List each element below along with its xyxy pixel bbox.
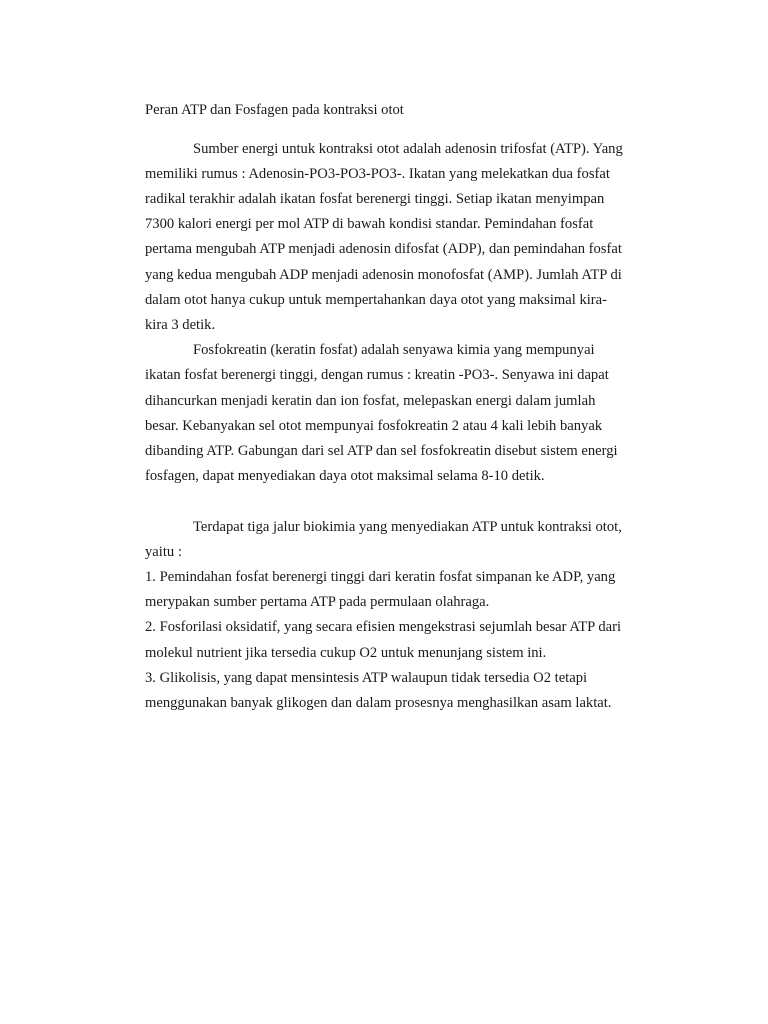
paragraph-1-line-1: Sumber energi untuk kontraksi otot adalah adenosin trifosfat (ATP). Yang: [193, 141, 623, 157]
paragraph-2-line-3: dihancurkan menjadi keratin dan ion fosfat, melepaskan energi dalam jumlah: [145, 393, 596, 409]
paragraph-2-line-4: besar. Kebanyakan sel otot mempunyai fosfokreatin 2 atau 4 kali lebih banyak: [145, 418, 603, 434]
paragraph-2-line-6: fosfagen, dapat menyediakan daya otot maksimal selama 8-10 detik.: [145, 468, 545, 484]
list-item-3-line-2: menggunakan banyak glikogen dan dalam prosesnya menghasilkan asam laktat.: [145, 695, 612, 711]
list-item-3-line-1: 3. Glikolisis, yang dapat mensintesis ATP walaupun tidak tersedia O2 tetapi: [145, 670, 588, 686]
paragraph-3-line-1: Terdapat tiga jalur biokimia yang menyediakan ATP untuk kontraksi otot,: [193, 519, 622, 535]
list-item-2-line-1: 2. Fosforilasi oksidatif, yang secara efisien mengekstrasi sejumlah besar ATP dari: [145, 619, 622, 635]
list-item-1-line-1: 1. Pemindahan fosfat berenergi tinggi dari keratin fosfat simpanan ke ADP, yang: [145, 569, 616, 585]
paragraph-1-line-8: kira 3 detik.: [145, 317, 216, 333]
list-item-2-line-2: molekul nutrient jika tersedia cukup O2 untuk menunjang sistem ini.: [145, 645, 547, 661]
list-item-1-line-2: merypakan sumber pertama ATP pada permulaan olahraga.: [145, 594, 490, 610]
paragraph-1-line-5: pertama mengubah ATP menjadi adenosin difosfat (ADP), dan pemindahan fosfat: [145, 241, 622, 257]
paragraph-2-line-5: dibanding ATP. Gabungan dari sel ATP dan sel fosfokreatin disebut sistem energi: [145, 443, 618, 459]
paragraph-1-line-4: 7300 kalori energi per mol ATP di bawah kondisi standar. Pemindahan fosfat: [145, 216, 594, 232]
paragraph-2-line-2: ikatan fosfat berenergi tinggi, dengan rumus : kreatin -PO3-. Senyawa ini dapat: [145, 367, 609, 383]
paragraph-1-line-6: yang kedua mengubah ADP menjadi adenosin monofosfat (AMP). Jumlah ATP di: [145, 267, 622, 283]
paragraph-1-line-2: memiliki rumus : Adenosin-PO3-PO3-PO3-. Ikatan yang melekatkan dua fosfat: [145, 166, 610, 182]
document-title: Peran ATP dan Fosfagen pada kontraksi otot: [145, 102, 404, 118]
paragraph-3-line-2: yaitu :: [145, 544, 182, 560]
paragraph-2-line-1: Fosfokreatin (keratin fosfat) adalah senyawa kimia yang mempunyai: [193, 342, 595, 358]
paragraph-1-line-3: radikal terakhir adalah ikatan fosfat berenergi tinggi. Setiap ikatan menyimpan: [145, 191, 605, 207]
paragraph-1-line-7: dalam otot hanya cukup untuk mempertahankan daya otot yang maksimal kira-: [145, 292, 607, 308]
